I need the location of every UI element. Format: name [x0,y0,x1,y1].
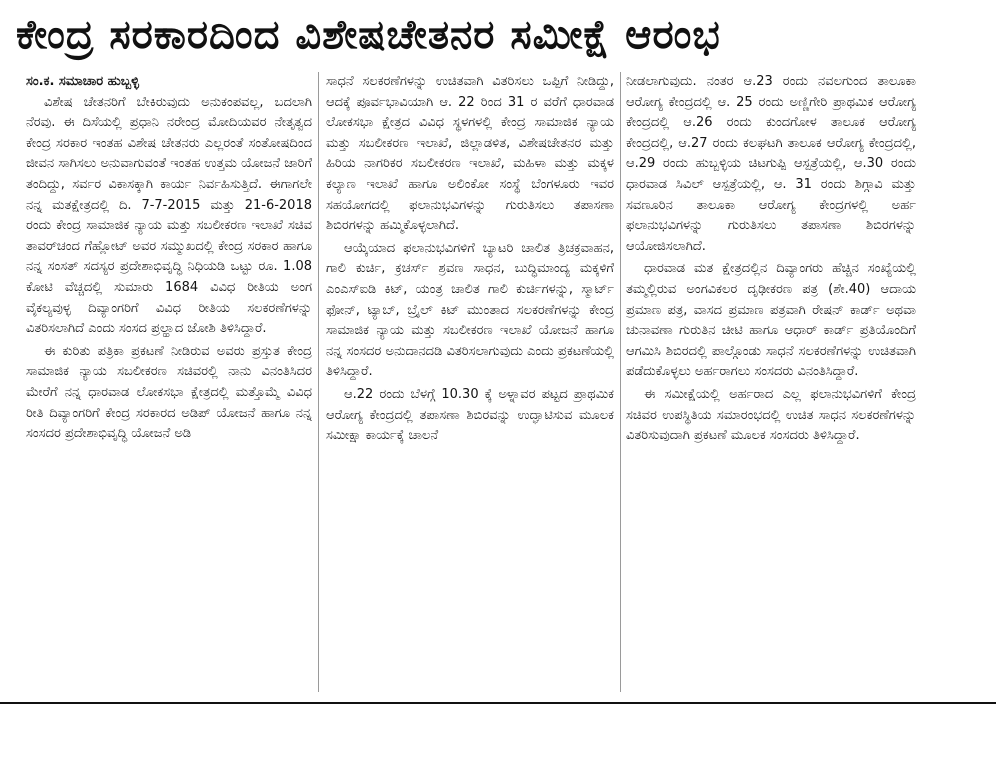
article-column-3 [626,72,916,694]
article-column-1 [26,72,312,694]
article-headline: ಕೇಂದ್ರ ಸರಕಾರದಿಂದ ವಿಶೇಷಚೇತನರ ಸಮೀಕ್ಷೆ ಆರಂಭ [16,12,721,58]
article-paragraph: ನೀಡಲಾಗುವುದು. ನಂತರ ಆ.23 ರಂದು ನವಲಗುಂದ ತಾಲೂಕಾ ಆರೋಗ್ಯ ಕೇಂದ್ರದಲ್ಲಿ ಆ. 25 ರಂದು ಅಣ್ಣಿಗೇರಿ ಪ್ರಾಥಮಿಕ ಆರೋಗ್ಯ ಕೇಂದ್ರದಲ್ಲಿ ಆ.26 ರಂದು ಕುಂದಗೋಳ ತಾಲೂಕ ಆರೋಗ್ಯ ಕೇಂದ್ರದಲ್ಲಿ, ಆ.27 ರಂದು ಕಲಘಟಗಿ ತಾಲೂಕ ಆರೋಗ್ಯ ಕೇಂದ್ರದಲ್ಲಿ, ಆ.29 ರಂದು ಹುಬ್ಬಳ್ಳಿಯ ಚಿಟಗುಪ್ಪಿ ಆಸ್ಪತ್ರೆಯಲ್ಲಿ, ಆ.30 ರಂದು ಧಾರವಾಡ ಸಿವಿಲ್ ಆಸ್ಪತ್ರೆಯಲ್ಲಿ, ಆ. 31 ರಂದು ಶಿಗ್ಗಾವಿ ಮತ್ತು ಸವಣೂರಿನ ತಾಲೂಕಾ ಆರೋಗ್ಯ ಕೇಂದ್ರಗಳಲ್ಲಿ ಅರ್ಹ ಫಲಾನುಭವಿಗಳನ್ನು ಗುರುತಿಸಲು ತಪಾಸಣಾ ಶಿಬಿರಗಳನ್ನು ಆಯೋಜಿಸಲಾಗಿದೆ. [626,74,916,254]
bottom-border-rule [0,702,996,704]
column-divider [620,72,621,692]
article-paragraph: ಈ ಸಮೀಕ್ಷೆಯಲ್ಲಿ ಅರ್ಹರಾದ ಎಲ್ಲ ಫಲಾನುಭವಿಗಳಿಗೆ ಕೇಂದ್ರ ಸಚಿವರ ಉಪಸ್ಥಿತಿಯ ಸಮಾರಂಭದಲ್ಲಿ ಉಚಿತ ಸಾಧನ ಸಲಕರಣೆಗಳನ್ನು ವಿತರಿಸುವುದಾಗಿ ಪ್ರಕಟಣೆ ಮೂಲಕ ಸಂಸದರು ತಿಳಿಸಿದ್ದಾರೆ. [626,386,916,444]
article-paragraph: ಆ.22 ರಂದು ಬೆಳಗ್ಗೆ 10.30 ಕ್ಕೆ ಅಳ್ನಾವರ ಪಟ್ಟದ ಪ್ರಾಥಮಿಕ ಆರೋಗ್ಯ ಕೇಂದ್ರದಲ್ಲಿ ತಪಾಸಣಾ ಶಿಬಿರವನ್ನು ಉದ್ಘಾಟಿಸುವ ಮೂಲಕ ಸಮೀಕ್ಷಾ ಕಾರ್ಯಕ್ಕೆ ಚಾಲನೆ [326,386,614,444]
article-paragraph: ಆಯ್ಕೆಯಾದ ಫಲಾನುಭವಿಗಳಿಗೆ ಬ್ಯಾಟರಿ ಚಾಲಿತ ತ್ರಿಚಕ್ರವಾಹನ, ಗಾಲಿ ಕುರ್ಚಿ, ಕ್ರಚರ್ಸ್ ಶ್ರವಣ ಸಾಧನ, ಬುದ್ಧಿಮಾಂದ್ಯ ಮಕ್ಕಳಿಗೆ ಎಂಎಸ್‌ಐಡಿ ಕಿಟ್, ಯಂತ್ರ ಚಾಲಿತ ಗಾಲಿ ಕುರ್ಚಿಗಳನ್ನು, ಸ್ಮಾರ್ಟ್ ಫೋನ್, ಟ್ಯಾಬ್, ಬ್ರೈಲ್ ಕಿಟ್ ಮುಂತಾದ ಸಲಕರಣೆಗಳನ್ನು ಕೇಂದ್ರ ಸಾಮಾಜಿಕ ನ್ಯಾಯ ಮತ್ತು ಸಬಲೀಕರಣ ಇಲಾಖೆ ಯೋಜನೆ ಹಾಗೂ ನನ್ನ ಸಂಸದರ ಅನುದಾನದಡಿ ವಿತರಿಸಲಾಗುವುದು ಎಂದು ಪ್ರಕಟಣೆಯಲ್ಲಿ ತಿಳಿಸಿದ್ದಾರೆ. [326,240,614,380]
article-paragraph: ಧಾರವಾಡ ಮತ ಕ್ಷೇತ್ರದಲ್ಲಿನ ದಿವ್ಯಾಂಗರು ಹೆಚ್ಚಿನ ಸಂಖ್ಯೆಯಲ್ಲಿ ತಮ್ಮಲ್ಲಿರುವ ಅಂಗವಿಕಲರ ದೃಢೀಕರಣ ಪತ್ರ (ಶೇ.40) ಆದಾಯ ಪ್ರಮಾಣ ಪತ್ರ, ವಾಸದ ಪ್ರಮಾಣ ಪತ್ರವಾಗಿ ರೇಷನ್ ಕಾರ್ಡ್ ಅಥವಾ ಚುನಾವಣಾ ಗುರುತಿನ ಚೀಟಿ ಹಾಗೂ ಆಧಾರ್ ಕಾರ್ಡ್ ಪ್ರತಿಯೊಂದಿಗೆ ಆಗಮಿಸಿ ಶಿಬಿರದಲ್ಲಿ ಪಾಲ್ಗೊಂಡು ಸಾಧನೆ ಸಲಕರಣೆಗಳನ್ನು ಉಚಿತವಾಗಿ ಪಡೆದುಕೊಳ್ಳಲು ಅರ್ಹರಾಗಲು ಸಂಸದರು ವಿನಂತಿಸಿದ್ದಾರೆ. [626,261,916,380]
article-byline: ಸಂ.ಕ. ಸಮಾಚಾರ ಹುಬ್ಬಳ್ಳಿ [26,74,139,89]
article-paragraph: ಈ ಕುರಿತು ಪತ್ರಿಕಾ ಪ್ರಕಟಣೆ ನೀಡಿರುವ ಅವರು ಪ್ರಸ್ತುತ ಕೇಂದ್ರ ಸಾಮಾಜಿಕ ನ್ಯಾಯ ಸಬಲೀಕರಣ ಸಚಿವರಲ್ಲಿ ನಾನು ವಿನಂತಿಸಿದರ ಮೇರೆಗೆ ನನ್ನ ಧಾರವಾಡ ಲೋಕಸಭಾ ಕ್ಷೇತ್ರದಲ್ಲಿ ಮತ್ತೊಮ್ಮೆ ವಿವಿಧ ರೀತಿ ದಿವ್ಯಾಂಗರಿಗೆ ಕೇಂದ್ರ ಸರಕಾರದ ಅಡಿಪ್ ಯೋಜನೆ ಹಾಗೂ ನನ್ನ ಸಂಸದರ ಪ್ರದೇಶಾಭಿವೃದ್ಧಿ ಯೋಜನೆ ಅಡಿ [26,343,312,442]
article-paragraph: ವಿಶೇಷ ಚೇತನರಿಗೆ ಬೇಕಿರುವುದು ಅನುಕಂಪವಲ್ಲ, ಬದಲಾಗಿ ನೆರವು. ಈ ದಿಸೆಯಲ್ಲಿ ಪ್ರಧಾನಿ ನರೇಂದ್ರ ಮೋದಿಯವರ ನೇತೃತ್ವದ ಕೇಂದ್ರ ಸರಕಾರ ಇಂತಹ ವಿಶೇಷ ಚೇತನರು ಎಲ್ಲರಂತೆ ಸಂತೋಷದಿಂದ ಜೀವನ ಸಾಗಿಸಲು ಅನುವಾಗುವಂತೆ ಇಂತಹ ಉತ್ತಮ ಯೋಜನೆ ಜಾರಿಗೆ ತಂದಿದ್ದು, ಸರ್ವರ ವಿಕಾಸಕ್ಕಾಗಿ ಕಾರ್ಯ ನಿರ್ವಹಿಸುತ್ತಿದೆ. ಈಗಾಗಲೇ ನನ್ನ ಮತಕ್ಷೇತ್ರದಲ್ಲಿ ದಿ. 7-7-2015 ಮತ್ತು 21-6-2018 ರಂದು ಕೇಂದ್ರ ಸಾಮಾಜಿಕ ನ್ಯಾಯ ಮತ್ತು ಸಬಲೀಕರಣ ಇಲಾಖೆ ಸಚಿವ ತಾವರ್‌ಚಂದ ಗೆಹ್ಲೋಟ್ ಅವರ ಸಮ್ಮುಖದಲ್ಲಿ ಕೇಂದ್ರ ಸರಕಾರ ಹಾಗೂ ನನ್ನ ಸಂಸತ್ ಸದಸ್ಯರ ಪ್ರದೇಶಾಭಿವೃದ್ಧಿ ನಿಧಿಯಡಿ ಒಟ್ಟು ರೂ. 1.08 ಕೋಟಿ ವೆಚ್ಚದಲ್ಲಿ ಸುಮಾರು 1684 ವಿವಿಧ ರೀತಿಯ ಅಂಗ ವೈಕಲ್ಯವುಳ್ಳ ದಿವ್ಯಾಂಗರಿಗೆ ವಿವಿಧ ರೀತಿಯ ಸಲಕರಣೆಗಳನ್ನು ವಿತರಿಸಲಾಗಿದೆ ಎಂದು ಸಂಸದ ಪ್ರಲ್ಹಾದ ಜೋಶಿ ತಿಳಿಸಿದ್ದಾರೆ. [26,94,312,337]
article-paragraph: ಸಾಧನೆ ಸಲಕರಣೆಗಳನ್ನು ಉಚಿತವಾಗಿ ವಿತರಿಸಲು ಒಪ್ಪಿಗೆ ನೀಡಿದ್ದು, ಆದಕ್ಕೆ ಪೂರ್ವಭಾವಿಯಾಗಿ ಆ. 22 ರಿಂದ 31 ರ ವರೆಗೆ ಧಾರವಾಡ ಲೋಕಸಭಾ ಕ್ಷೇತ್ರದ ವಿವಿಧ ಸ್ಥಳಗಳಲ್ಲಿ ಕೇಂದ್ರ ಸಾಮಾಜಿಕ ನ್ಯಾಯ ಮತ್ತು ಸಬಲೀಕರಣ ಇಲಾಖೆ, ಜಿಲ್ಲಾಡಳಿತ, ವಿಶೇಷಚೇತನರ ಮತ್ತು ಹಿರಿಯ ನಾಗರಿಕರ ಸಬಲೀಕರಣ ಇಲಾಖೆ, ಮಹಿಳಾ ಮತ್ತು ಮಕ್ಕಳ ಕಲ್ಯಾಣ ಇಲಾಖೆ ಹಾಗೂ ಅಲಿಂಕೋ ಸಂಸ್ಥೆ ಬೆಂಗಳೂರು ಇವರ ಸಹಯೋಗದಲ್ಲಿ ಫಲಾನುಭವಿಗಳನ್ನು ಗುರುತಿಸಲು ತಪಾಸಣಾ ಶಿಬಿರಗಳನ್ನು ಹಮ್ಮಿಕೊಳ್ಳಲಾಗಿದೆ. [326,74,614,234]
column-divider [318,72,319,692]
article-column-2 [326,72,614,694]
